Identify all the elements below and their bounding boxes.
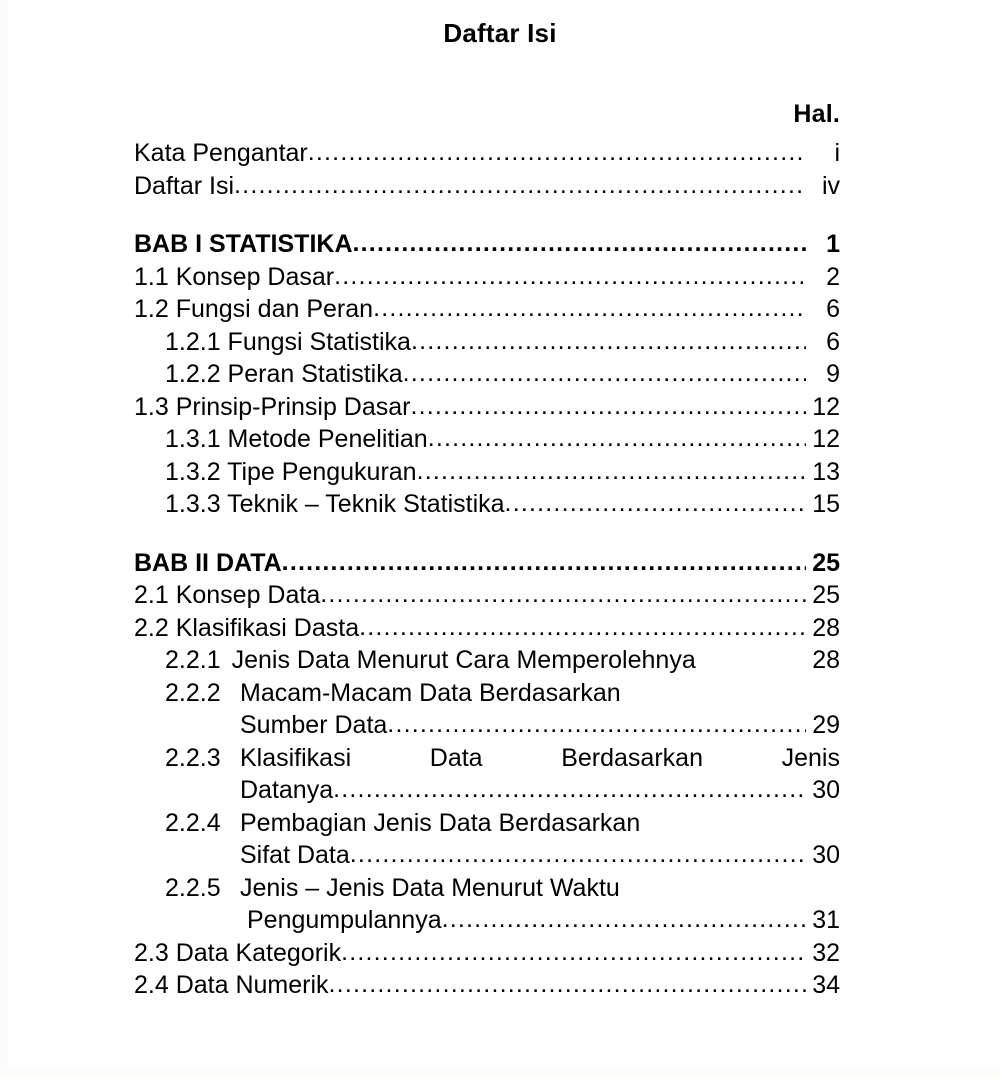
toc-entry-2-2-1[interactable] <box>165 644 840 677</box>
toc-entry-label: Kata Pengantar <box>134 139 308 167</box>
toc-entry-page: iv <box>821 171 840 200</box>
toc-entry-2-2-2-line2[interactable] <box>240 709 840 742</box>
toc-entry-label: 1.3.3 Teknik – Teknik Statistika <box>165 490 505 518</box>
toc-entry-1-1[interactable] <box>134 261 840 294</box>
toc-entry-2-4[interactable] <box>134 969 840 1002</box>
toc-entry-page: 32 <box>812 938 840 967</box>
toc-entry-label: 1.3.1 Metode Penelitian <box>165 425 428 453</box>
dot-leader <box>334 260 806 293</box>
toc-entry-daftar-isi[interactable] <box>134 170 840 203</box>
scan-edge-left <box>0 0 8 1079</box>
toc-word: Klasifikasi <box>240 743 352 772</box>
spacer <box>134 521 840 547</box>
toc-entry-page: 28 <box>812 646 840 674</box>
dot-leader <box>373 292 806 325</box>
toc-entry-label: Jenis – Jenis Data Menurut Waktu <box>240 873 620 902</box>
toc-entry-label: 2.1 Konsep Data <box>134 581 321 609</box>
dot-leader <box>353 227 806 260</box>
dot-leader <box>333 773 806 806</box>
toc-entry-page: 15 <box>812 490 840 518</box>
dot-leader <box>350 838 806 871</box>
dot-leader <box>282 546 806 579</box>
toc-chapter-label: BAB II DATA <box>134 548 282 577</box>
toc-entry-1-3-1[interactable] <box>165 423 840 456</box>
toc-entry-label: 1.3.2 Tipe Pengukuran <box>165 457 417 486</box>
table-of-contents <box>134 100 840 1002</box>
dot-leader <box>387 708 806 741</box>
toc-entry-kata-pengantar[interactable] <box>134 137 840 170</box>
toc-entry-2-2-2-line1[interactable] <box>165 677 840 710</box>
toc-entry-number: 2.2.2 <box>165 678 221 707</box>
toc-entry-1-2[interactable] <box>134 293 840 326</box>
dot-leader <box>359 611 806 644</box>
dot-leader <box>411 325 806 358</box>
toc-entry-page: 6 <box>826 295 840 323</box>
toc-entry-label: 1.1 Konsep Dasar <box>134 262 335 291</box>
toc-entry-label-cont: Sumber Data <box>240 711 388 739</box>
toc-entry-number: 2.2.1 <box>165 646 221 674</box>
toc-entry-1-2-1[interactable] <box>165 326 840 359</box>
toc-entry-2-2-4-line1[interactable] <box>165 807 840 840</box>
toc-entry-2-2-5-line1[interactable] <box>165 872 840 905</box>
toc-entry-label: Daftar Isi <box>134 171 235 200</box>
dot-leader <box>403 357 806 390</box>
dot-leader <box>505 487 806 520</box>
toc-entry-page: 25 <box>812 581 840 609</box>
toc-entry-label: Pembagian Jenis Data Berdasarkan <box>240 808 641 837</box>
toc-entry-label: 2.4 Data Numerik <box>134 971 329 999</box>
toc-entry-page: 9 <box>826 360 840 388</box>
toc-entry-page: 29 <box>812 711 840 739</box>
toc-entry-label: 2.3 Data Kategorik <box>134 938 342 967</box>
toc-entry-number: 2.2.4 <box>165 808 221 837</box>
toc-entry-2-2[interactable] <box>134 612 840 645</box>
toc-entry-label: Jenis Data Menurut Cara Memperolehnya <box>231 646 696 674</box>
toc-entry-label: 1.2.1 Fungsi Statistika <box>165 327 411 356</box>
dot-leader <box>329 968 806 1001</box>
toc-entry-label: 1.2.2 Peran Statistika <box>165 360 403 388</box>
dot-leader <box>417 455 806 488</box>
toc-entry-2-2-4-line2[interactable] <box>240 839 840 872</box>
toc-entry-page: 34 <box>812 971 840 999</box>
toc-entry-page: 6 <box>826 327 840 356</box>
toc-chapter-bab-1[interactable] <box>134 228 840 261</box>
toc-chapter-label: BAB I STATISTIKA <box>134 230 353 258</box>
toc-entry-page: 28 <box>812 613 840 642</box>
page-title: Daftar Isi <box>443 18 557 48</box>
dot-leader <box>320 578 806 611</box>
toc-word: Jenis <box>781 743 840 772</box>
dot-leader <box>442 903 806 936</box>
toc-chapter-bab-2[interactable] <box>134 547 840 580</box>
toc-chapter-page: 1 <box>826 230 840 258</box>
toc-entry-1-2-2[interactable] <box>165 358 840 391</box>
toc-entry-page: 31 <box>812 906 840 934</box>
page-column-header: Hal. <box>793 100 840 128</box>
toc-chapter-page: 25 <box>812 548 840 577</box>
dot-leader <box>234 169 806 202</box>
toc-entry-1-3-3[interactable] <box>165 488 840 521</box>
toc-entry-1-3[interactable] <box>134 391 840 424</box>
toc-entry-page: 30 <box>812 776 840 804</box>
toc-entry-label: 2.2 Klasifikasi Dasta <box>134 613 360 642</box>
dot-leader <box>428 422 806 455</box>
dot-leader <box>411 390 807 423</box>
toc-entry-number: 2.2.3 <box>165 743 221 772</box>
toc-entry-label-cont: Datanya <box>240 776 334 804</box>
toc-entry-2-2-5-line2[interactable] <box>247 904 840 937</box>
toc-entry-page: 12 <box>812 392 840 421</box>
toc-entry-1-3-2[interactable] <box>165 456 840 489</box>
toc-entry-page: 13 <box>812 457 840 486</box>
toc-entry-2-2-3-line1[interactable] <box>165 742 840 775</box>
toc-entry-number: 2.2.5 <box>165 873 221 902</box>
toc-entry-label: 1.3 Prinsip-Prinsip Dasar <box>134 392 411 421</box>
toc-word: Data <box>429 743 483 772</box>
dot-leader <box>341 936 806 969</box>
toc-entry-page: i <box>834 139 840 167</box>
toc-entry-label <box>240 742 840 775</box>
toc-entry-2-3[interactable] <box>134 937 840 970</box>
toc-entry-label-cont: Pengumpulannya <box>247 906 442 934</box>
toc-entry-page: 30 <box>812 841 840 869</box>
toc-entry-label: 1.2 Fungsi dan Peran <box>134 295 374 323</box>
scan-edge-bottom <box>0 1069 1000 1079</box>
toc-word: Berdasarkan <box>561 743 703 772</box>
spacer <box>134 202 840 228</box>
toc-entry-2-1[interactable] <box>134 579 840 612</box>
toc-entry-2-2-3-line2[interactable] <box>240 774 840 807</box>
toc-entry-page: 12 <box>812 425 840 453</box>
toc-entry-label: Macam-Macam Data Berdasarkan <box>240 678 621 707</box>
dot-leader <box>308 136 806 169</box>
toc-entry-label-cont: Sifat Data <box>240 841 350 869</box>
toc-entry-page: 2 <box>826 262 840 291</box>
